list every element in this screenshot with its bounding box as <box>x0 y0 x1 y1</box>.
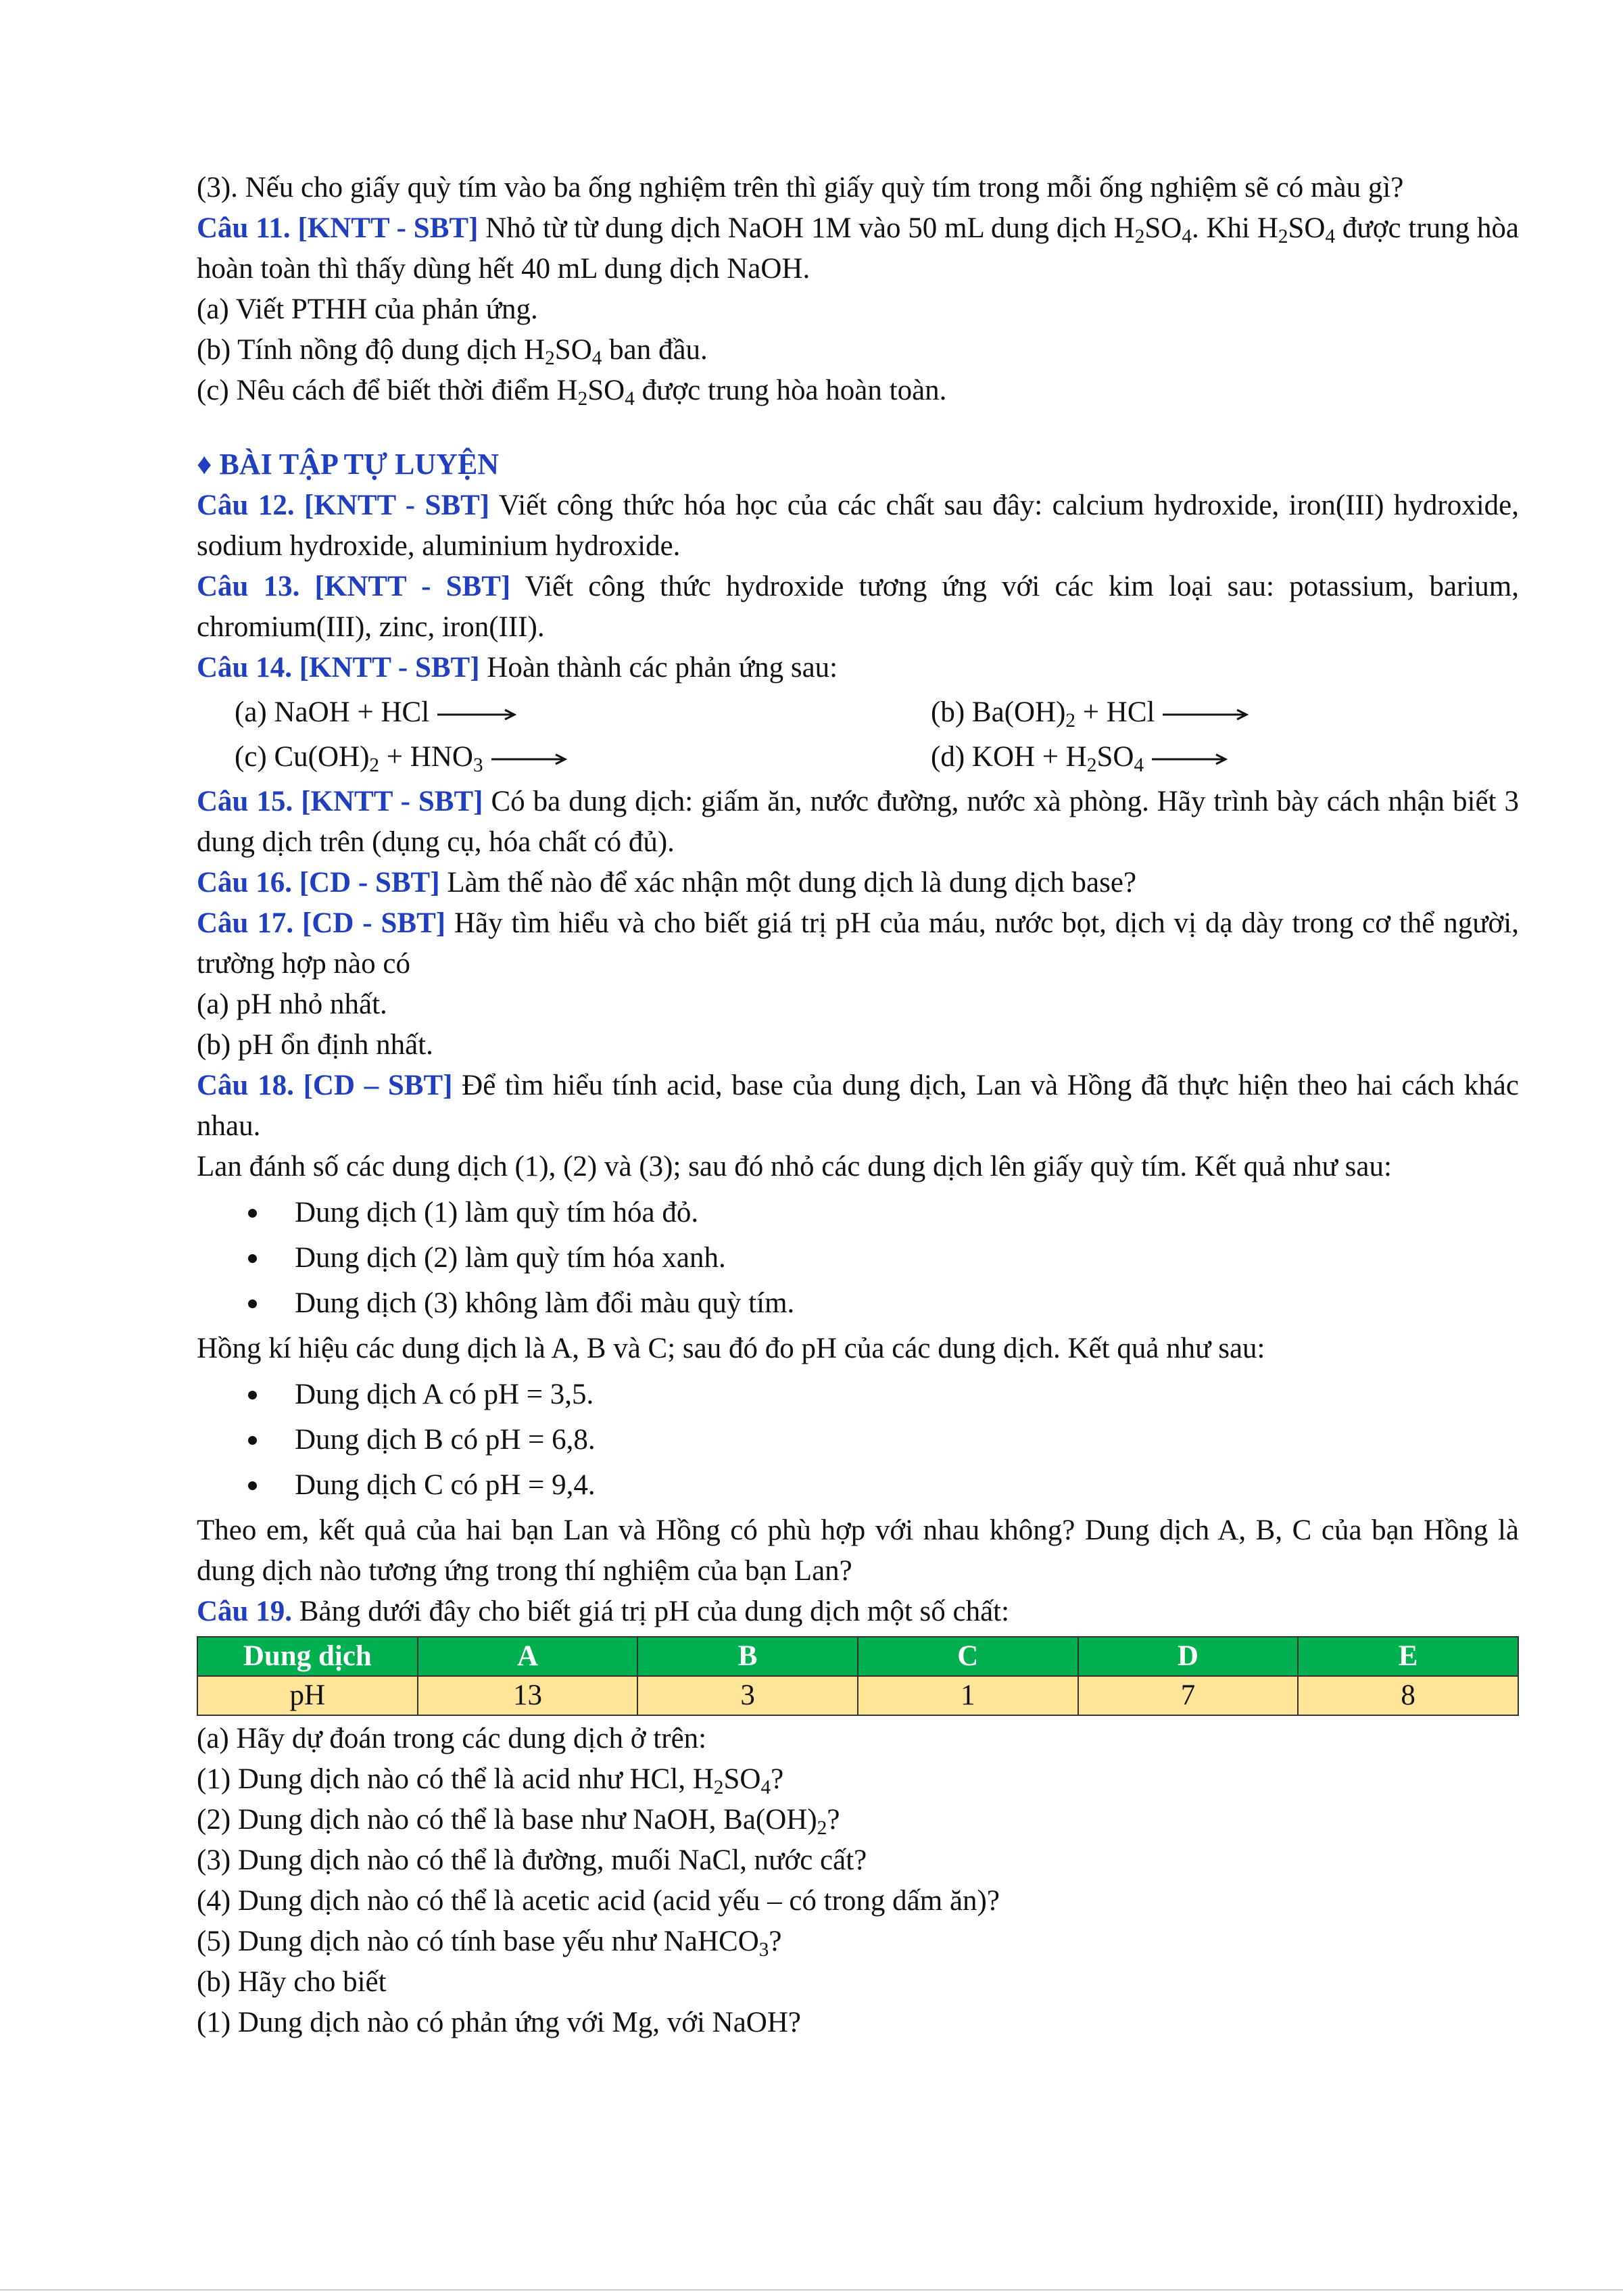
question-19-a2: (2) Dung dịch nào có thể là base như NaOH, $Ba(OH)_2$? <box>197 1804 840 1840</box>
list-item: Dung dịch B có pH = 6,8. <box>295 1417 1519 1462</box>
reaction-arrow-icon <box>1161 708 1249 721</box>
question-17-text: Hãy tìm hiểu và cho biết giá trị pH của máu, nước bọt, dịch vị dạ dày trong cơ thể người, trường hợp nào có <box>197 907 1519 980</box>
table-row <box>197 1676 1518 1715</box>
question-11-part-b: (b) Tính nồng độ dung dịch $H_2SO_4$ ban đầu. <box>197 334 708 370</box>
question-11-text: Nhỏ từ từ dung dịch NaOH 1M vào 50 mL dung dịch $H_2SO_4$. Khi $H_2SO_4$ được trung hòa hoàn toàn thì thấy dùng hết 40 mL dung dịch NaOH. <box>197 212 1519 285</box>
question-14-text: Hoàn thành các phản ứng sau: <box>479 652 838 684</box>
question-11 <box>197 208 1519 289</box>
reaction-d: (d) KOH + $H_2SO_4$ <box>931 736 1557 779</box>
question-17 <box>197 903 1519 984</box>
reaction-grid <box>197 691 1519 779</box>
table-cell: 7 <box>1078 1676 1299 1715</box>
list-item: Dung dịch (3) không làm đổi màu quỳ tím. <box>295 1281 1519 1326</box>
table-cell: 8 <box>1298 1676 1518 1715</box>
question-15-label: Câu 15. [KNTT - SBT] <box>197 786 483 817</box>
table-header-row <box>197 1637 1518 1676</box>
question-11-part-c: (c) Nêu cách để biết thời điểm $H_2SO_4$ được trung hòa hoàn toàn. <box>197 375 947 410</box>
lan-results-list <box>197 1190 1519 1326</box>
question-11-label: Câu 11. [KNTT - SBT] <box>197 212 479 244</box>
question-18-question: Theo em, kết quả của hai bạn Lan và Hồng có phù hợp với nhau không? Dung dịch A, B, C của bạn Hồng là dung dịch nào tương ứng trong thí nghiệm của bạn Lan? <box>197 1514 1519 1587</box>
question-12-label: Câu 12. [KNTT - SBT] <box>197 489 490 521</box>
question-15-text: Có ba dung dịch: giấm ăn, nước đường, nước xà phòng. Hãy trình bày cách nhận biết 3 dung dịch trên (dụng cụ, hóa chất có đủ). <box>197 786 1519 858</box>
question-19-part-a: (a) Hãy dự đoán trong các dung dịch ở trên: <box>197 1723 707 1754</box>
document-page <box>197 168 1519 2043</box>
question-16-label: Câu 16. [CD - SBT] <box>197 867 440 899</box>
question-12-text: Viết công thức hóa học của các chất sau đây: calcium hydroxide, iron(III) hydroxide, sodium hydroxide, aluminium hydroxide. <box>197 489 1519 562</box>
question-18-hong: Hồng kí hiệu các dung dịch là A, B và C; sau đó đo pH của các dung dịch. Kết quả như sau: <box>197 1333 1265 1364</box>
page-bottom-divider <box>0 2289 1623 2291</box>
table-cell: pH <box>197 1676 418 1715</box>
question-19-b1: (1) Dung dịch nào có phản ứng với Mg, với NaOH? <box>197 2007 801 2038</box>
question-12 <box>197 485 1519 567</box>
question-18-lan: Lan đánh số các dung dịch (1), (2) và (3); sau đó nhỏ các dung dịch lên giấy quỳ tím. Kết quả như sau: <box>197 1151 1392 1182</box>
list-item: Dung dịch C có pH = 9,4. <box>295 1462 1519 1508</box>
question-18 <box>197 1066 1519 1147</box>
reaction-a: (a) NaOH + HCl <box>235 691 931 734</box>
table-header-cell: B <box>637 1637 858 1676</box>
question-19-label: Câu 19. <box>197 1596 292 1627</box>
question-19-part-b: (b) Hãy cho biết <box>197 1966 387 1998</box>
question-17-label: Câu 17. [CD - SBT] <box>197 907 446 939</box>
question-19-a3: (3) Dung dịch nào có thể là đường, muối NaCl, nước cất? <box>197 1844 867 1876</box>
list-item: Dung dịch (1) làm quỳ tím hóa đỏ. <box>295 1190 1519 1235</box>
table-cell: 13 <box>418 1676 638 1715</box>
hong-results-list <box>197 1372 1519 1508</box>
reaction-arrow-icon <box>1150 752 1228 766</box>
question-13-label: Câu 13. [KNTT - SBT] <box>197 571 511 602</box>
list-item: Dung dịch A có pH = 3,5. <box>295 1372 1519 1417</box>
question-15 <box>197 782 1519 863</box>
question-17-part-b: (b) pH ổn định nhất. <box>197 1029 433 1061</box>
question-18-label: Câu 18. [CD – SBT] <box>197 1070 453 1101</box>
reaction-arrow-icon <box>490 752 568 766</box>
question-14 <box>197 648 1519 688</box>
section-title: ♦ BÀI TẬP TỰ LUYỆN <box>197 448 500 481</box>
ph-table <box>197 1636 1519 1716</box>
question-19-a1: (1) Dung dịch nào có thể là acid như HCl, $H_2SO_4$? <box>197 1763 784 1799</box>
question-13 <box>197 567 1519 648</box>
table-header-cell: A <box>418 1637 638 1676</box>
table-header-cell: E <box>1298 1637 1518 1676</box>
question-19 <box>197 1592 1519 1632</box>
list-item: Dung dịch (2) làm quỳ tím hóa xanh. <box>295 1235 1519 1281</box>
table-cell: 3 <box>637 1676 858 1715</box>
question-16 <box>197 863 1519 903</box>
reaction-b: (b) $Ba(OH)_2$ + HCl <box>931 691 1557 734</box>
question-19-a5: (5) Dung dịch nào có tính base yếu như NaHCO$_3$? <box>197 1926 782 1961</box>
intro-question: (3). Nếu cho giấy quỳ tím vào ba ống nghiệm trên thì giấy quỳ tím trong mỗi ống nghiệm sẽ có màu gì? <box>197 172 1404 204</box>
question-11-part-a: (a) Viết PTHH của phản ứng. <box>197 293 538 325</box>
reaction-c: (c) $Cu(OH)_2 + HNO_3$ <box>235 736 931 779</box>
table-header-cell: Dung dịch <box>197 1637 418 1676</box>
reaction-arrow-icon <box>436 708 517 721</box>
table-header-cell: D <box>1078 1637 1299 1676</box>
question-13-text: Viết công thức hydroxide tương ứng với các kim loại sau: potassium, barium, chromium(III), zinc, iron(III). <box>197 571 1519 643</box>
question-19-text: Bảng dưới đây cho biết giá trị pH của dung dịch một số chất: <box>291 1596 1010 1627</box>
question-18-text: Để tìm hiểu tính acid, base của dung dịch, Lan và Hồng đã thực hiện theo hai cách khác nhau. <box>197 1070 1519 1142</box>
table-cell: 1 <box>858 1676 1078 1715</box>
question-14-label: Câu 14. [KNTT - SBT] <box>197 652 480 684</box>
question-16-text: Làm thế nào để xác nhận một dung dịch là dung dịch base? <box>439 867 1137 899</box>
table-header-cell: C <box>858 1637 1078 1676</box>
question-17-part-a: (a) pH nhỏ nhất. <box>197 988 387 1020</box>
question-19-a4: (4) Dung dịch nào có thể là acetic acid (acid yếu – có trong dấm ăn)? <box>197 1885 1000 1917</box>
